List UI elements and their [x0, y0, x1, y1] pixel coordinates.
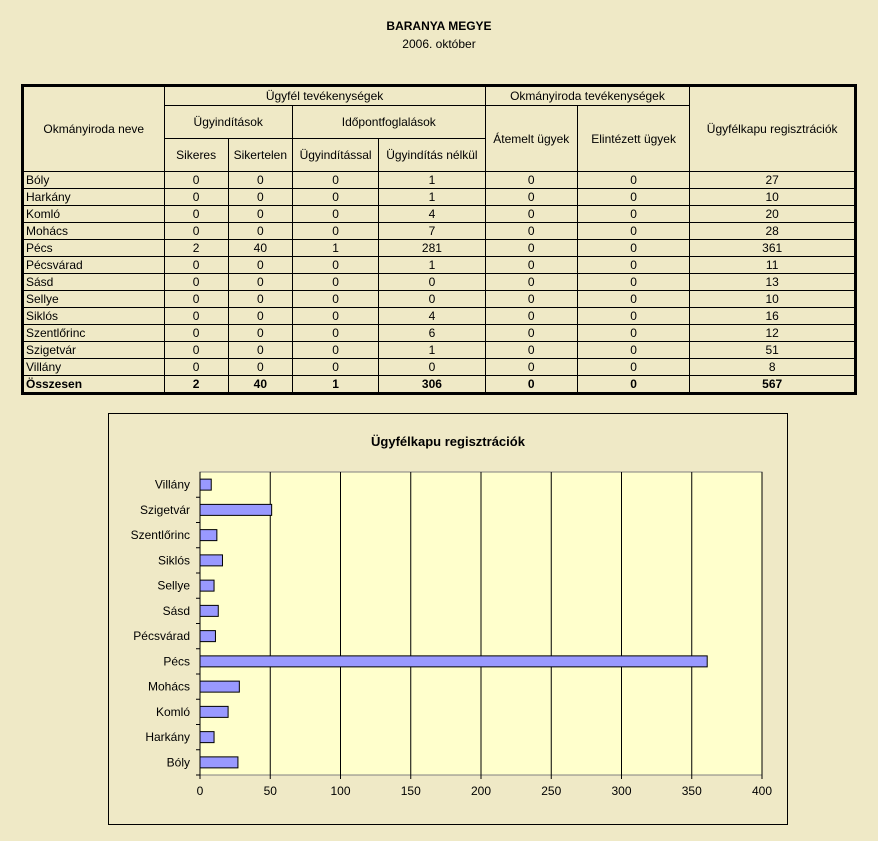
- value-cell: 0: [292, 308, 378, 325]
- y-category-label: Sásd: [162, 603, 190, 618]
- value-cell: 0: [228, 223, 292, 240]
- bar-mohács: [200, 681, 239, 692]
- value-cell: 0: [577, 240, 689, 257]
- header-sikertelen: Sikertelen: [228, 139, 292, 172]
- value-cell: 11: [690, 257, 855, 274]
- header-atemelt: Átemelt ügyek: [485, 106, 577, 172]
- value-cell: 0: [485, 206, 577, 223]
- value-cell: 0: [164, 206, 228, 223]
- bar-sásd: [200, 605, 218, 616]
- value-cell: 10: [690, 189, 855, 206]
- table-row: [24, 359, 855, 376]
- office-name-cell: Pécs: [24, 240, 165, 257]
- value-cell: 0: [379, 291, 485, 308]
- x-tick-label: 200: [470, 784, 492, 798]
- value-cell: 0: [485, 189, 577, 206]
- value-cell: 0: [292, 172, 378, 189]
- value-cell: 1: [379, 342, 485, 359]
- value-cell: 0: [577, 223, 689, 240]
- value-cell: 0: [292, 325, 378, 342]
- value-cell: 20: [690, 206, 855, 223]
- header-ugyinditassal: Ügyindítással: [292, 139, 378, 172]
- value-cell: 0: [577, 376, 689, 393]
- table-row: [24, 223, 855, 240]
- value-cell: 28: [690, 223, 855, 240]
- value-cell: 0: [292, 257, 378, 274]
- table-row: [24, 308, 855, 325]
- value-cell: 0: [485, 257, 577, 274]
- table-body: [24, 172, 855, 393]
- value-cell: 2: [164, 240, 228, 257]
- office-name-cell: Mohács: [24, 223, 165, 240]
- value-cell: 0: [164, 172, 228, 189]
- report-subtitle: 2006. október: [402, 37, 476, 51]
- y-category-label: Harkány: [145, 730, 190, 745]
- value-cell: 0: [228, 172, 292, 189]
- bar-pécs: [200, 656, 707, 667]
- value-cell: 1: [292, 376, 378, 393]
- office-name-cell: Sellye: [24, 291, 165, 308]
- x-tick-label: 100: [330, 784, 351, 798]
- header-registrations: Ügyfélkapu regisztrációk: [690, 87, 855, 172]
- value-cell: 0: [164, 257, 228, 274]
- value-cell: 0: [577, 274, 689, 291]
- header-elintezett: Elintézett ügyek: [577, 106, 689, 172]
- report-title: BARANYA MEGYE: [386, 19, 492, 33]
- table-row: [24, 206, 855, 223]
- office-name-cell: Bóly: [24, 172, 165, 189]
- x-tick-label: 150: [400, 784, 421, 798]
- value-cell: 27: [690, 172, 855, 189]
- bar-komló: [200, 706, 228, 717]
- value-cell: 16: [690, 308, 855, 325]
- value-cell: 0: [228, 359, 292, 376]
- bar-villány: [200, 479, 211, 490]
- value-cell: 0: [485, 342, 577, 359]
- value-cell: 40: [228, 376, 292, 393]
- value-cell: 0: [164, 342, 228, 359]
- y-category-label: Pécs: [163, 654, 190, 669]
- y-category-label: Bóly: [166, 755, 190, 770]
- value-cell: 1: [379, 257, 485, 274]
- value-cell: 0: [379, 359, 485, 376]
- table-row: [24, 240, 855, 257]
- x-tick-label: 350: [681, 784, 702, 798]
- header-office-name: Okmányiroda neve: [24, 87, 165, 172]
- bar-chart: [109, 414, 787, 824]
- value-cell: 281: [379, 240, 485, 257]
- value-cell: 0: [485, 223, 577, 240]
- y-category-label: Komló: [155, 704, 190, 719]
- value-cell: 306: [379, 376, 485, 393]
- value-cell: 0: [228, 257, 292, 274]
- value-cell: 1: [379, 172, 485, 189]
- value-cell: 0: [577, 308, 689, 325]
- bar-szentlőrinc: [200, 530, 217, 541]
- y-category-label: Szigetvár: [139, 502, 190, 517]
- header-ugyinditas-nelkul: Ügyindítás nélkül: [379, 139, 485, 172]
- value-cell: 0: [164, 274, 228, 291]
- value-cell: 0: [228, 308, 292, 325]
- value-cell: 7: [379, 223, 485, 240]
- value-cell: 567: [690, 376, 855, 393]
- x-tick-label: 250: [541, 784, 562, 798]
- value-cell: 0: [228, 206, 292, 223]
- value-cell: 0: [485, 291, 577, 308]
- office-name-cell: Villány: [24, 359, 165, 376]
- bar-szigetvár: [200, 504, 272, 515]
- value-cell: 0: [292, 206, 378, 223]
- header-client-activities: Ügyfél tevékenységek: [164, 87, 485, 106]
- y-category-label: Sellye: [157, 578, 190, 593]
- chart-panel: [108, 413, 788, 825]
- bar-pécsvárad: [200, 631, 215, 642]
- total-label: Összesen: [24, 376, 165, 393]
- x-tick-label: 300: [611, 784, 632, 798]
- value-cell: 0: [485, 359, 577, 376]
- table-row: [24, 274, 855, 291]
- value-cell: 0: [292, 359, 378, 376]
- value-cell: 0: [379, 274, 485, 291]
- value-cell: 0: [164, 223, 228, 240]
- value-cell: 0: [485, 376, 577, 393]
- office-name-cell: Siklós: [24, 308, 165, 325]
- header-office-activities: Okmányiroda tevékenységek: [485, 87, 690, 106]
- table-row: [24, 189, 855, 206]
- table-row: [24, 342, 855, 359]
- value-cell: 6: [379, 325, 485, 342]
- value-cell: 0: [577, 291, 689, 308]
- value-cell: 12: [690, 325, 855, 342]
- header-sikeres: Sikeres: [164, 139, 228, 172]
- office-name-cell: Szentlőrinc: [24, 325, 165, 342]
- y-category-label: Pécsvárad: [133, 629, 190, 644]
- value-cell: 0: [292, 189, 378, 206]
- y-category-label: Mohács: [147, 679, 190, 694]
- chart-title: Ügyfélkapu regisztrációk: [371, 434, 525, 449]
- value-cell: 13: [690, 274, 855, 291]
- table-row: [24, 172, 855, 189]
- value-cell: 0: [577, 189, 689, 206]
- y-category-label: Siklós: [157, 553, 190, 568]
- bar-harkány: [200, 732, 214, 743]
- y-category-label: Villány: [154, 477, 190, 492]
- value-cell: 51: [690, 342, 855, 359]
- table-row: [24, 325, 855, 342]
- value-cell: 361: [690, 240, 855, 257]
- office-name-cell: Pécsvárad: [24, 257, 165, 274]
- y-category-label: Szentlőrinc: [130, 528, 190, 543]
- value-cell: 0: [577, 257, 689, 274]
- value-cell: 0: [485, 240, 577, 257]
- value-cell: 0: [228, 342, 292, 359]
- value-cell: 40: [228, 240, 292, 257]
- value-cell: 0: [228, 291, 292, 308]
- office-name-cell: Komló: [24, 206, 165, 223]
- value-cell: 0: [292, 223, 378, 240]
- value-cell: 0: [228, 274, 292, 291]
- value-cell: 0: [577, 206, 689, 223]
- table-total-row: [24, 376, 855, 393]
- bar-bóly: [200, 757, 238, 768]
- header-ugyinditasok: Ügyindítások: [164, 106, 292, 139]
- value-cell: 0: [485, 274, 577, 291]
- value-cell: 4: [379, 206, 485, 223]
- value-cell: 0: [292, 291, 378, 308]
- value-cell: 4: [379, 308, 485, 325]
- value-cell: 0: [228, 189, 292, 206]
- value-cell: 10: [690, 291, 855, 308]
- value-cell: 0: [292, 274, 378, 291]
- value-cell: 0: [164, 325, 228, 342]
- value-cell: 1: [379, 189, 485, 206]
- value-cell: 1: [292, 240, 378, 257]
- value-cell: 0: [292, 342, 378, 359]
- value-cell: 8: [690, 359, 855, 376]
- value-cell: 0: [577, 359, 689, 376]
- value-cell: 0: [164, 308, 228, 325]
- table-row: [24, 291, 855, 308]
- office-name-cell: Szigetvár: [24, 342, 165, 359]
- value-cell: 0: [577, 342, 689, 359]
- bar-siklós: [200, 555, 222, 566]
- x-tick-label: 50: [263, 784, 277, 798]
- value-cell: 0: [164, 189, 228, 206]
- value-cell: 0: [164, 359, 228, 376]
- table-row: [24, 257, 855, 274]
- office-name-cell: Harkány: [24, 189, 165, 206]
- value-cell: 0: [485, 308, 577, 325]
- header-idopontfoglalasok: Időpontfoglalások: [292, 106, 485, 139]
- value-cell: 0: [577, 172, 689, 189]
- office-name-cell: Sásd: [24, 274, 165, 291]
- value-cell: 2: [164, 376, 228, 393]
- x-tick-label: 400: [751, 784, 773, 798]
- value-cell: 0: [577, 325, 689, 342]
- value-cell: 0: [164, 291, 228, 308]
- value-cell: 0: [485, 325, 577, 342]
- x-tick-label: 0: [196, 784, 204, 798]
- bar-sellye: [200, 580, 214, 591]
- value-cell: 0: [228, 325, 292, 342]
- value-cell: 0: [485, 172, 577, 189]
- report-table: [23, 86, 855, 393]
